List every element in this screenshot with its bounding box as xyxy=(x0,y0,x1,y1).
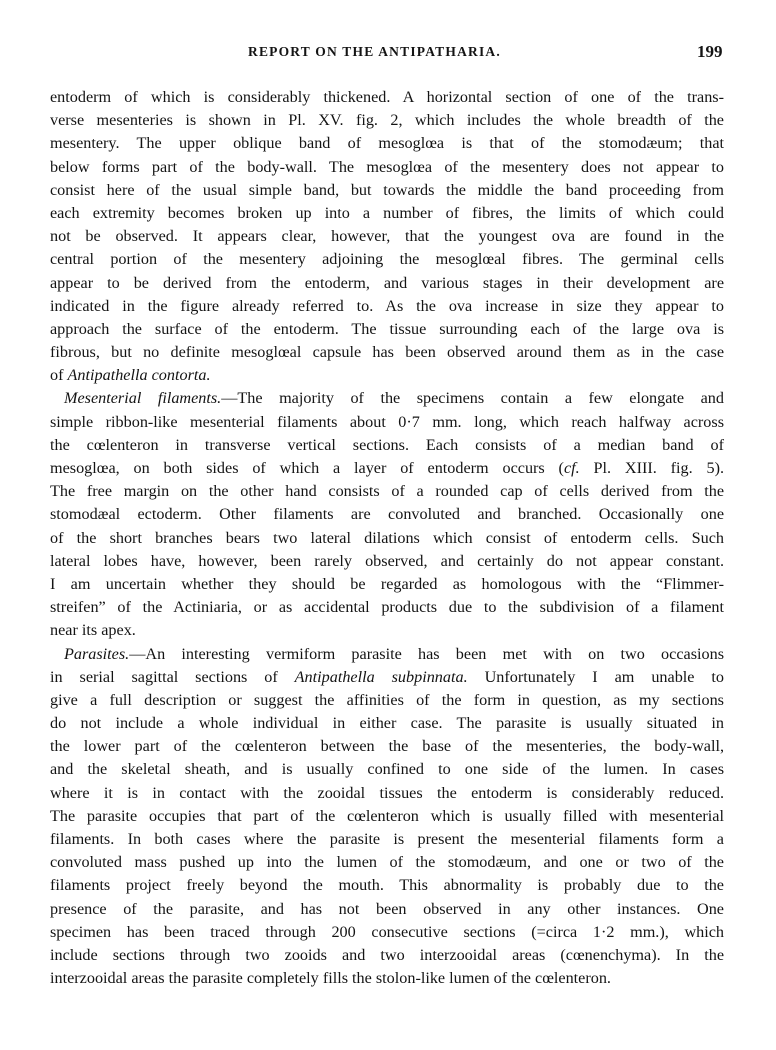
line-text: —An interesting vermiform parasite has been met with on two occasions xyxy=(129,644,724,663)
paragraph xyxy=(50,86,724,387)
text-line xyxy=(50,527,724,550)
line-text: approach the surface of the entoderm. The tissue surrounding each of the large ova is xyxy=(50,319,724,338)
text-line xyxy=(50,619,724,642)
line-text: give a full description or suggest the affinities of the form in question, as my sections xyxy=(50,690,724,709)
line-text: appear to be derived from the entoderm, and various stages in their development are xyxy=(50,273,724,292)
text-line xyxy=(50,248,724,271)
line-text: stomodæal ectoderm. Other filaments are convoluted and branched. Occasionally one xyxy=(50,505,724,524)
line-text: indicated in the figure already referred to. As the ova increase in size they appear to xyxy=(50,296,724,315)
text-line xyxy=(50,225,724,248)
text-line xyxy=(50,758,724,781)
text-line xyxy=(50,272,724,295)
text-line xyxy=(50,295,724,318)
line-text: in serial sagittal sections of xyxy=(50,667,295,686)
running-head xyxy=(0,44,776,68)
line-text: where it is in contact with the zooidal tissues the entoderm is considerably reduced. xyxy=(50,783,724,802)
text-line xyxy=(50,480,724,503)
line-text: simple ribbon-like mesenterial filaments about 0·7 mm. long, which reach halfway across xyxy=(50,412,724,431)
line-text: presence of the parasite, and has not been observed in any other instances. One xyxy=(50,899,724,918)
text-line xyxy=(50,434,724,457)
line-text: convoluted mass pushed up into the lumen of the stomodæum, and one or two of the xyxy=(50,853,724,872)
text-line xyxy=(50,202,724,225)
body-text xyxy=(50,86,724,990)
italic-text: cf. xyxy=(563,459,580,477)
line-text: near its apex. xyxy=(50,621,136,640)
text-line xyxy=(50,921,724,944)
text-line xyxy=(50,573,724,596)
text-line xyxy=(50,457,724,480)
italic-text: Antipathella subpinnata. xyxy=(294,667,468,686)
running-title: REPORT ON THE ANTIPATHARIA. xyxy=(248,44,501,59)
text-line xyxy=(50,341,724,364)
line-text: mesoglœa, on both sides of which a layer of entoderm occurs ( xyxy=(50,459,564,477)
text-line xyxy=(50,387,724,410)
line-text: below forms part of the body-wall. The mesoglœa of the mesentery does not appear to xyxy=(50,157,724,176)
line-text: verse mesenteries is shown in Pl. XV. fig. 2, which includes the whole breadth of the xyxy=(50,111,724,130)
line-text: The free margin on the other hand consists of a rounded cap of cells derived from the xyxy=(50,482,724,501)
line-text: The parasite occupies that part of the cœlenteron which is usually filled with mesenterial xyxy=(50,806,724,825)
text-line xyxy=(50,735,724,758)
text-line xyxy=(50,782,724,805)
text-line xyxy=(50,132,724,155)
line-text: lateral lobes have, however, been rarely observed, and certainly do not appear constant. xyxy=(50,551,724,570)
text-line xyxy=(50,851,724,874)
text-line xyxy=(50,805,724,828)
text-line xyxy=(50,411,724,434)
text-line xyxy=(50,156,724,179)
text-line xyxy=(50,503,724,526)
text-line xyxy=(50,364,724,387)
page-number: 199 xyxy=(697,42,723,61)
text-line xyxy=(50,596,724,619)
text-line xyxy=(50,86,724,109)
line-text: the cœlenteron in transverse vertical sections. Each consists of a median band of xyxy=(50,435,724,454)
text-line xyxy=(50,643,724,666)
line-text: interzooidal areas the parasite completely fills the stolon-like lumen of the cœlenteron. xyxy=(50,969,611,988)
line-text: each extremity becomes broken up into a number of fibres, the limits of which could xyxy=(50,203,724,222)
paragraph xyxy=(50,643,724,991)
line-text: mesentery. The upper oblique band of mesoglœa is that of the stomodæum; that xyxy=(50,134,724,153)
line-text: central portion of the mesentery adjoining the mesoglœal fibres. The germinal cells xyxy=(50,250,724,269)
line-text: of xyxy=(50,366,68,385)
line-text: entoderm of which is considerably thickened. A horizontal section of one of the trans- xyxy=(50,88,724,106)
line-text: include sections through two zooids and two interzooidal areas (cœnenchyma). In the xyxy=(50,945,724,964)
text-line xyxy=(50,967,724,990)
text-line xyxy=(50,109,724,132)
text-line xyxy=(50,874,724,897)
line-text: streifen” of the Actiniaria, or as accidental products due to the subdivision of a filament xyxy=(50,598,724,617)
text-line xyxy=(50,898,724,921)
paragraph xyxy=(50,387,724,642)
line-text: of the short branches bears two lateral dilations which consist of entoderm cells. Such xyxy=(50,528,724,547)
line-text: Pl. XIII. fig. 5). xyxy=(579,459,725,477)
text-line xyxy=(50,712,724,735)
line-text: do not include a whole individual in either case. The parasite is usually situated in xyxy=(50,714,724,733)
text-line xyxy=(50,944,724,967)
italic-text: Antipathella contorta. xyxy=(67,366,211,385)
text-line xyxy=(50,689,724,712)
line-text: not be observed. It appears clear, however, that the youngest ova are found in the xyxy=(50,227,724,246)
text-line xyxy=(50,828,724,851)
line-text: filaments. In both cases where the parasite is present the mesenterial filaments form a xyxy=(50,830,724,848)
italic-text: Parasites. xyxy=(64,644,130,663)
text-line xyxy=(50,550,724,573)
line-text: —The majority of the specimens contain a few elongate and xyxy=(221,389,724,408)
line-text: Unfortunately I am unable to xyxy=(467,667,724,686)
line-text: I am uncertain whether they should be regarded as homologous with the “Flimmer- xyxy=(50,574,724,593)
line-text: the lower part of the cœlenteron between the base of the mesenteries, the body-wall, xyxy=(50,737,724,756)
line-text: specimen has been traced through 200 consecutive sections (=circa 1·2 mm.), which xyxy=(50,922,724,941)
italic-text: Mesenterial filaments. xyxy=(64,389,222,408)
text-line xyxy=(50,318,724,341)
text-line xyxy=(50,179,724,202)
line-text: filaments project freely beyond the mouth. This abnormality is probably due to the xyxy=(50,876,724,895)
text-line xyxy=(50,666,724,689)
line-text: fibrous, but no definite mesoglœal capsule has been observed around them as in the case xyxy=(50,343,724,362)
line-text: and the skeletal sheath, and is usually confined to one side of the lumen. In cases xyxy=(50,760,724,779)
line-text: consist here of the usual simple band, but towards the middle the band proceeding from xyxy=(50,180,724,199)
